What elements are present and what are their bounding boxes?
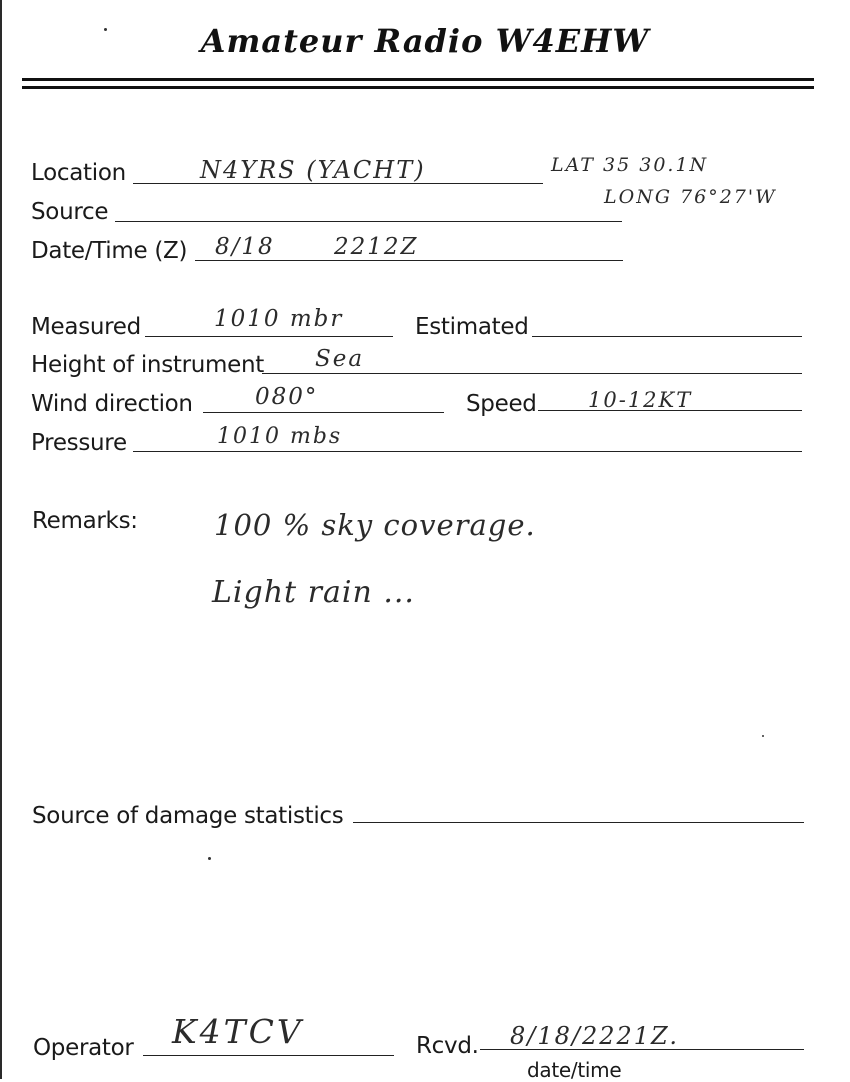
datetime-line: [195, 260, 623, 261]
pressure-line: [133, 451, 802, 452]
location-value: N4YRS (YACHT): [200, 156, 426, 184]
location-label: Location: [31, 160, 126, 186]
pressure-label: Pressure: [31, 430, 127, 456]
estimated-line: [532, 336, 802, 337]
damage-statistics-line: [353, 822, 804, 823]
rcvd-value: 8/18/2221Z.: [510, 1022, 679, 1050]
measured-label: Measured: [31, 314, 141, 340]
source-line: [115, 221, 622, 222]
measured-line: [145, 336, 393, 337]
height-value: Sea: [315, 346, 365, 372]
remarks-line-2: Light rain ...: [212, 575, 415, 610]
height-line: [262, 373, 802, 374]
longitude-value: LONG 76°27'W: [604, 186, 777, 208]
speck: [762, 735, 764, 737]
remarks-line-1: 100 % sky coverage.: [214, 508, 536, 542]
page-edge: [0, 0, 2, 1079]
height-label: Height of instrument: [31, 352, 264, 378]
operator-line: [143, 1055, 394, 1056]
speed-label: Speed: [466, 391, 537, 417]
speck: [104, 28, 107, 31]
estimated-label: Estimated: [415, 314, 529, 340]
header-rule-top: [22, 78, 814, 81]
source-label: Source: [31, 199, 109, 225]
datetime-label: Date/Time (Z): [31, 238, 188, 264]
operator-value: K4TCV: [172, 1012, 304, 1051]
pressure-value: 1010 mbs: [217, 424, 343, 449]
operator-label: Operator: [33, 1035, 134, 1061]
wind-direction-line: [203, 412, 444, 413]
speck: [208, 857, 211, 860]
rcvd-label: Rcvd.: [416, 1033, 479, 1059]
wind-direction-value: 080°: [255, 384, 319, 410]
remarks-label: Remarks:: [32, 508, 138, 534]
wind-direction-label: Wind direction: [31, 391, 193, 417]
header-rule-bottom: [22, 86, 814, 89]
form-title: Amateur Radio W4EHW: [200, 22, 650, 60]
datetime-value: 8/18 2212Z: [215, 234, 419, 260]
rcvd-datetime-sublabel: date/time: [527, 1058, 622, 1082]
damage-statistics-label: Source of damage statistics: [32, 803, 344, 829]
measured-value: 1010 mbr: [214, 306, 344, 332]
latitude-value: LAT 35 30.1N: [551, 154, 709, 176]
speed-value: 10-12KT: [588, 388, 693, 412]
